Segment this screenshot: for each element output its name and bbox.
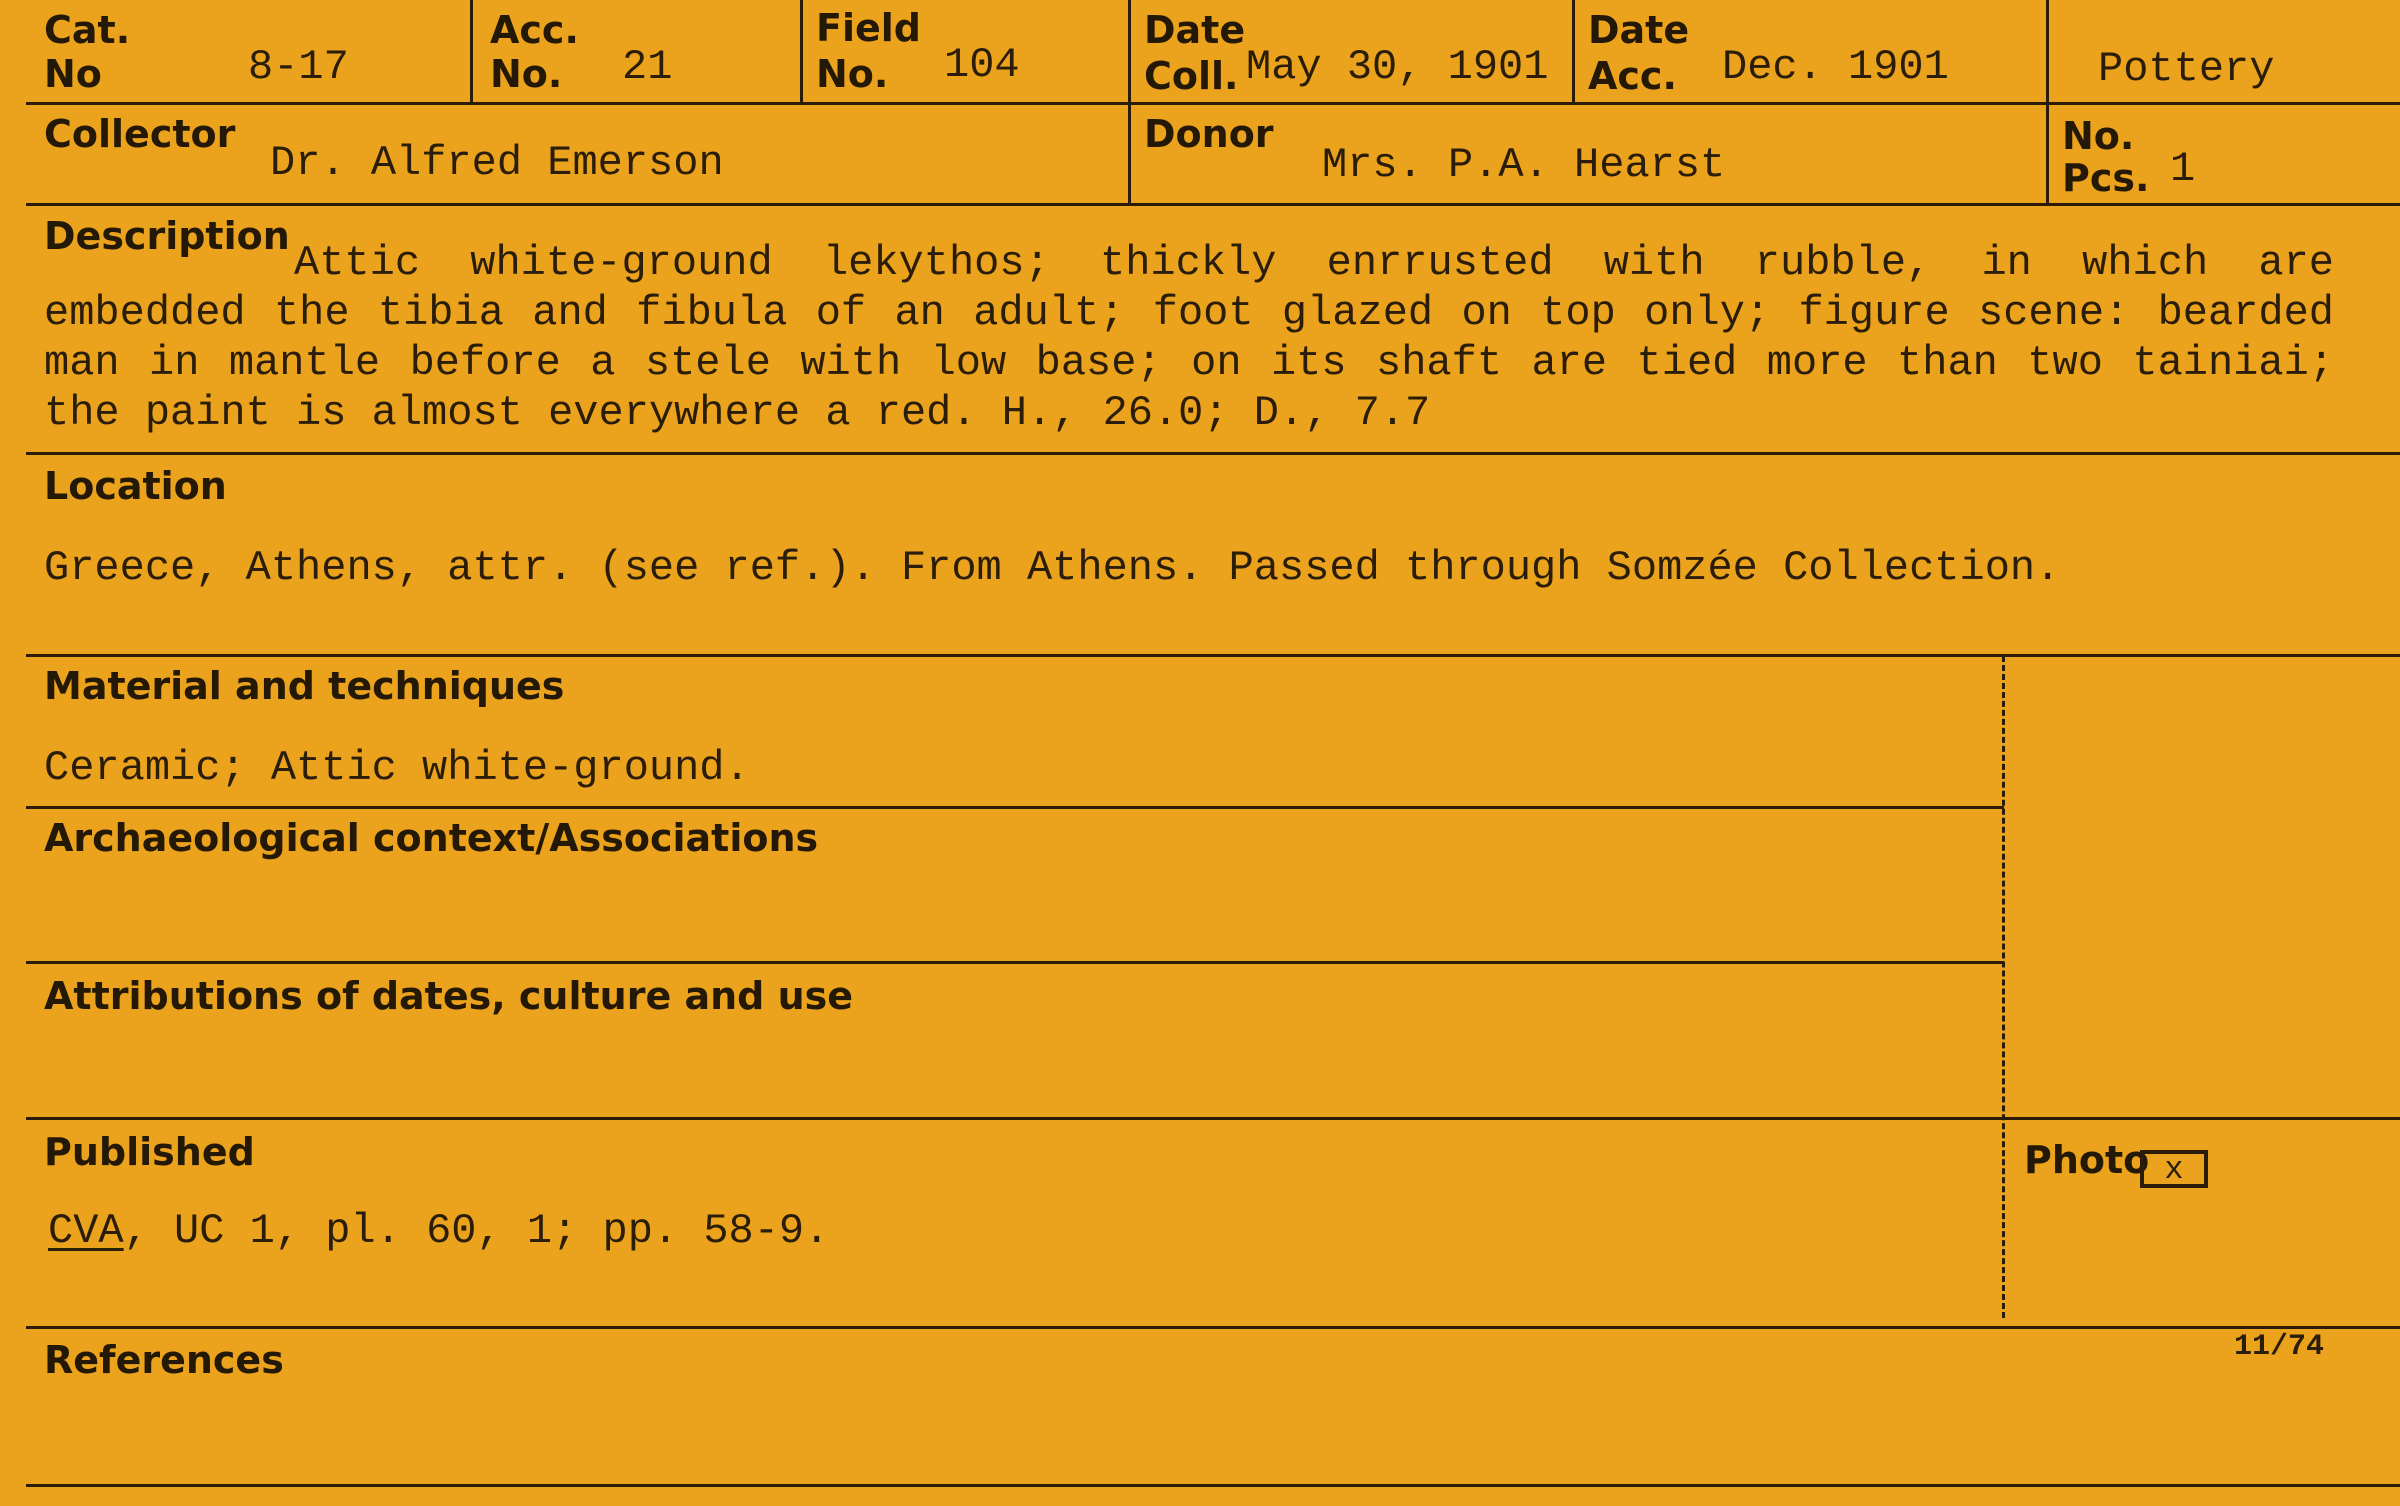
date-acc-value: Dec. 1901 <box>1722 43 1949 91</box>
cat-no-value: 8-17 <box>248 43 349 91</box>
collector-value: Dr. Alfred Emerson <box>270 139 724 187</box>
location-text: Greece, Athens, attr. (see ref.). From Athens. Passed through Somzée Collection. <box>44 544 2061 592</box>
pcs-label-line2: Pcs. <box>2062 156 2150 200</box>
description-text: Attic white-ground lekythos; thickly enrrusted with rubble, in which are embedded the tibia and fibula of an adult; foot glazed on top only; figure scene: bearded man in mantle before a stele with low base; on its shaft are tied more than two tainiai; the paint is almost everywhere a red. H., 26.0; D., 7.7 <box>44 239 2334 437</box>
rule-collector-bottom <box>26 203 2400 206</box>
archaeological-context-label: Archaeological context/Associations <box>44 816 819 860</box>
rule-v-acc <box>800 0 803 104</box>
acc-no-label-line1: Acc. <box>490 8 579 52</box>
field-no-label-line2: No. <box>816 52 889 96</box>
acc-no-label-line2: No. <box>490 52 563 96</box>
rule-archaeological-bottom <box>26 961 2004 964</box>
published-ref-rest: , UC 1, pl. 60, 1; pp. 58-9. <box>123 1207 830 1255</box>
published-label: Published <box>44 1130 255 1174</box>
pcs-value: 1 <box>2170 145 2196 193</box>
rule-description-bottom <box>26 452 2400 455</box>
photo-checkbox: x <box>2140 1150 2208 1188</box>
donor-label: Donor <box>1144 112 1274 156</box>
pcs-label-line1: No. <box>2062 114 2135 158</box>
rule-v-dateacc <box>2046 0 2049 205</box>
field-no-label-line1: Field <box>816 6 921 50</box>
field-no-value: 104 <box>944 41 1020 89</box>
acc-no-value: 21 <box>622 43 673 91</box>
photo-label: Photo <box>2024 1138 2150 1182</box>
rule-v-datecoll <box>1572 0 1575 104</box>
rule-v-cat <box>470 0 473 104</box>
material-text: Ceramic; Attic white-ground. <box>44 744 750 792</box>
rule-material-bottom <box>26 806 2004 809</box>
cat-no-label-line1: Cat. <box>44 8 131 52</box>
rule-attributions-bottom <box>26 1117 2400 1120</box>
date-acc-label-line2: Acc. <box>1588 54 1677 98</box>
rule-card-bottom <box>26 1484 2400 1487</box>
attributions-label: Attributions of dates, culture and use <box>44 974 854 1018</box>
location-label: Location <box>44 464 227 508</box>
donor-value: Mrs. P.A. Hearst <box>1322 141 1726 189</box>
rule-v-photo-dashed <box>2002 656 2005 1318</box>
rule-location-bottom <box>26 654 2400 657</box>
rule-v-field <box>1128 0 1131 205</box>
collector-label: Collector <box>44 112 236 156</box>
category-value: Pottery <box>2098 45 2275 93</box>
references-label: References <box>44 1338 284 1382</box>
rule-published-bottom <box>26 1326 2400 1329</box>
date-coll-label-line2: Coll. <box>1144 54 1239 98</box>
date-coll-value: May 30, 1901 <box>1246 43 1549 91</box>
rule-header-bottom <box>26 102 2400 105</box>
published-ref-cva: CVA <box>48 1207 124 1255</box>
cat-no-label-line2: No <box>44 52 102 96</box>
form-code: 11/74 <box>2234 1330 2325 1364</box>
published-text <box>48 1206 829 1256</box>
material-label: Material and techniques <box>44 664 565 708</box>
date-acc-label-line1: Date <box>1588 8 1690 52</box>
date-coll-label-line1: Date <box>1144 8 1246 52</box>
description-label: Description <box>44 214 290 258</box>
